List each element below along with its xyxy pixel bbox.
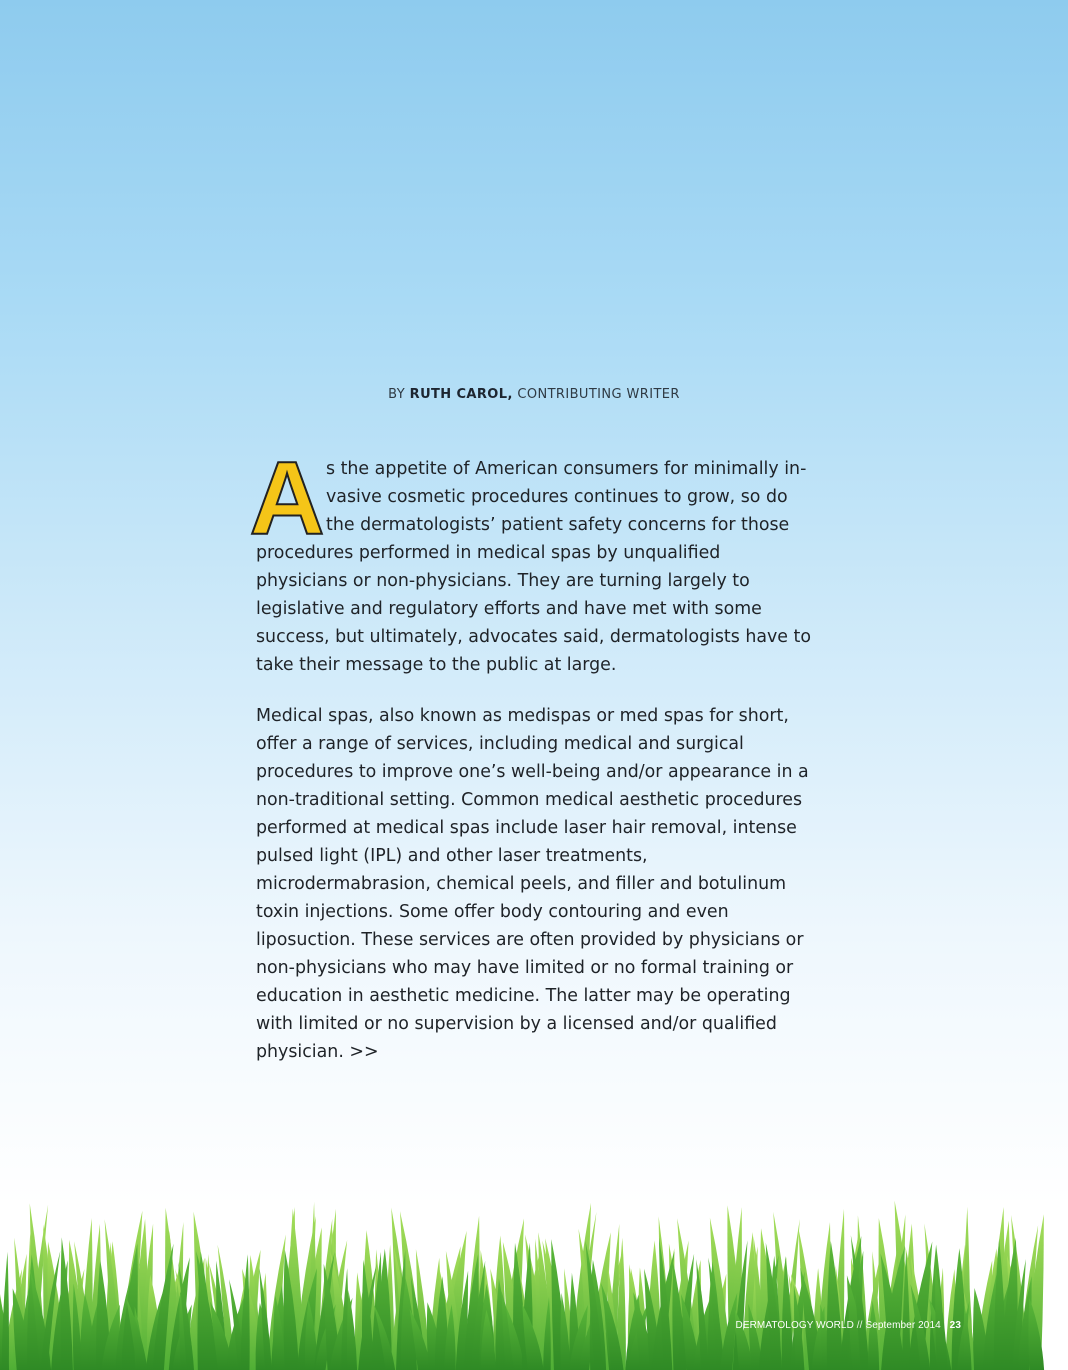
byline-prefix: BY — [388, 387, 406, 402]
footer-separator: // — [856, 1320, 863, 1331]
article-body — [249, 441, 816, 1089]
byline-role: CONTRIBUTING WRITER — [517, 387, 680, 402]
article-paragraph-1 — [249, 441, 816, 679]
svg-text:A: A — [249, 441, 325, 557]
drop-cap-letter — [249, 441, 325, 557]
grass-illustration — [0, 1195, 1024, 1370]
byline — [0, 387, 1068, 402]
page-footer — [736, 1320, 962, 1331]
footer-issue: September 2014 — [865, 1320, 941, 1331]
footer-publication: DERMATOLOGY WORLD — [735, 1320, 854, 1331]
byline-author: RUTH CAROL, — [409, 387, 513, 402]
footer-page-number: 23 — [949, 1320, 961, 1331]
paragraph-1-text: s the appetite of American consumers for minimally invasive cosmetic procedures continues to grow, so do the dermatologists’ patient safety concerns for those procedures performed in medical spas by unqualified physicians or non-physicians. They are turning largely to legislative and regulatory efforts and have met with some success, but ultimately, advocates said, dermatologists have to take their message to the public at large. — [256, 459, 811, 675]
article-paragraph-2: Medical spas, also known as medispas or med spas for short, offer a range of services, including medical and surgical procedures to improve one’s well-being and/or appearance in a non-traditional setting. Common medical aesthetic procedures performed at medical spas include laser hair removal, intense pulsed light (IPL) and other laser treatments, microdermabrasion, chemical peels, and filler and botulinum toxin injections. Some offer body contouring and even liposuction. These services are often provided by physicians or non-physicians who may have limited or no formal training or education in aesthetic medicine. The latter may be operating with limited or no supervision by a licensed and/or qualified physician. >> — [256, 706, 809, 1062]
